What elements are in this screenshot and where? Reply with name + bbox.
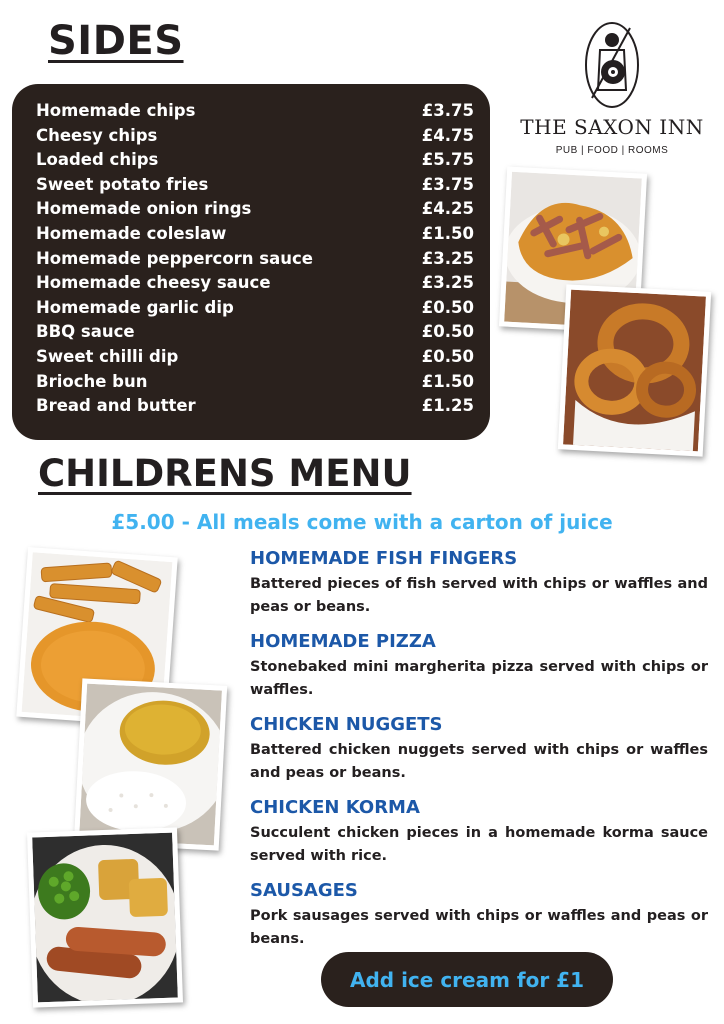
inn-name: THE SAXON INN <box>520 115 704 139</box>
meal-item <box>250 879 708 951</box>
side-item <box>36 370 474 395</box>
meal-item <box>250 630 708 702</box>
childrens-price-note: £5.00 - All meals come with a carton of juice <box>111 510 613 534</box>
meal-name: HOMEMADE PIZZA <box>250 631 436 652</box>
meal-name: CHICKEN NUGGETS <box>250 714 443 735</box>
meal-item <box>250 547 708 619</box>
onion-rings-photo <box>558 284 711 456</box>
side-item <box>36 271 474 296</box>
side-item-name: Homemade onion rings <box>36 199 252 219</box>
side-item <box>36 197 474 222</box>
inn-tagline: PUB | FOOD | ROOMS <box>555 145 669 156</box>
side-item-price: £1.50 <box>421 223 474 243</box>
saxon-inn-logo <box>512 20 712 165</box>
side-item-name: Sweet chilli dip <box>36 346 179 366</box>
side-item-name: Bread and butter <box>36 396 196 416</box>
sides-price-panel <box>12 84 490 440</box>
side-item <box>36 320 474 345</box>
childrens-menu-title: CHILDRENS MENU <box>38 452 412 495</box>
side-item <box>36 394 474 419</box>
meal-description: Battered pieces of fish served with chips or waffles and peas or beans. <box>250 576 708 615</box>
childrens-meals-list <box>250 547 708 962</box>
side-item-price: £4.25 <box>421 199 474 219</box>
side-item-name: Brioche bun <box>36 371 148 391</box>
meal-name: SAUSAGES <box>250 880 358 901</box>
side-item-price: £5.75 <box>421 150 474 170</box>
meal-name: HOMEMADE FISH FINGERS <box>250 548 518 569</box>
meal-description: Succulent chicken pieces in a homemade korma sauce served with rice. <box>250 825 708 864</box>
side-item-name: Homemade cheesy sauce <box>36 273 271 293</box>
side-item-name: Cheesy chips <box>36 125 158 145</box>
side-item-price: £3.75 <box>421 174 474 194</box>
side-item <box>36 222 474 247</box>
meal-item <box>250 796 708 868</box>
ice-cream-addon-button[interactable]: Add ice cream for £1 <box>321 952 613 1007</box>
side-item <box>36 148 474 173</box>
side-item-price: £3.25 <box>421 248 474 268</box>
meal-description: Pork sausages served with chips or waffles and peas or beans. <box>250 908 708 947</box>
side-item <box>36 247 474 272</box>
sides-title: SIDES <box>48 18 184 64</box>
side-item-price: £0.50 <box>421 346 474 366</box>
side-item-price: £4.75 <box>421 125 474 145</box>
side-item-name: Loaded chips <box>36 150 159 170</box>
side-item-price: £0.50 <box>421 322 474 342</box>
side-item-name: Homemade garlic dip <box>36 297 234 317</box>
side-item-name: Sweet potato fries <box>36 174 209 194</box>
saxon-warrior-shield-icon <box>582 20 642 110</box>
meal-name: CHICKEN KORMA <box>250 797 420 818</box>
sides-list <box>36 99 474 419</box>
side-item-price: £1.50 <box>421 371 474 391</box>
meal-item <box>250 713 708 785</box>
side-item-price: £1.25 <box>421 396 474 416</box>
side-item-name: BBQ sauce <box>36 322 135 342</box>
chicken-korma-photo <box>74 678 227 850</box>
side-item-price: £0.50 <box>421 297 474 317</box>
side-item <box>36 124 474 149</box>
meal-description: Battered chicken nuggets served with chips or waffles and peas or beans. <box>250 742 708 781</box>
sausages-photo <box>27 827 183 1007</box>
side-item <box>36 99 474 124</box>
meal-description: Stonebaked mini margherita pizza served with chips or waffles. <box>250 659 708 698</box>
side-item <box>36 345 474 370</box>
side-item-price: £3.75 <box>421 101 474 120</box>
side-item <box>36 173 474 198</box>
side-item-name: Homemade peppercorn sauce <box>36 248 313 268</box>
side-item-price: £3.25 <box>421 273 474 293</box>
side-item-name: Homemade coleslaw <box>36 223 227 243</box>
side-item <box>36 296 474 321</box>
side-item-name: Homemade chips <box>36 101 196 120</box>
